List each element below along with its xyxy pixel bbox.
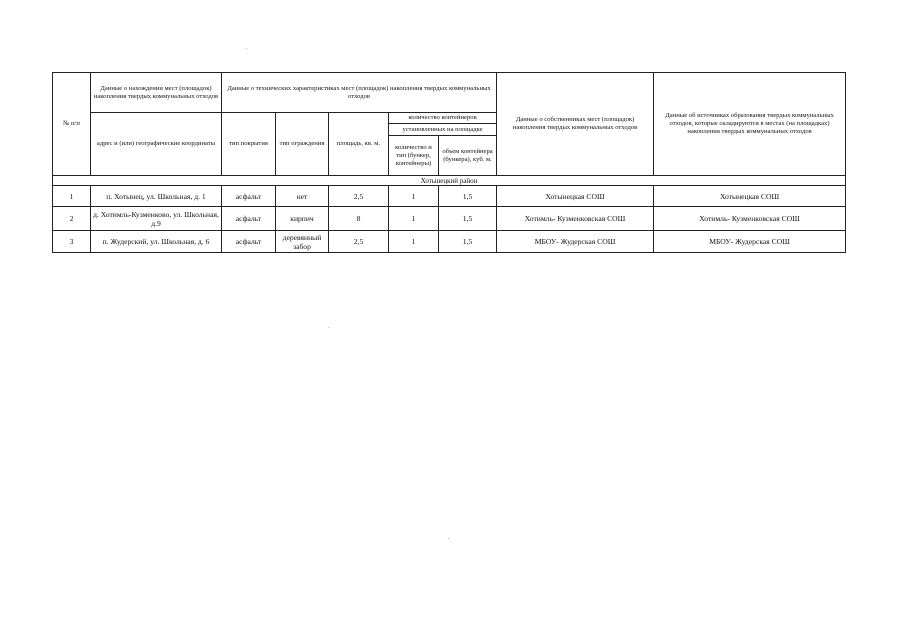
cell-fence: кирпич	[276, 207, 329, 231]
cell-qty: 1	[389, 207, 439, 231]
cell-fence: деревянный забор	[276, 231, 329, 253]
cell-surface: асфальт	[222, 207, 276, 231]
cell-area: 8	[329, 207, 389, 231]
col-header-containers-installed: установленных на площадке	[389, 124, 497, 136]
col-header-owners: Данные о собственниках мест (площадок) накопления твердых коммунальных отходов	[497, 73, 654, 176]
cell-fence: нет	[276, 186, 329, 207]
cell-qty: 1	[389, 186, 439, 207]
col-header-location-group: Данные о нахождении мест (площадок) накопления твердых коммунальных отходов	[91, 73, 222, 113]
cell-num: 3	[53, 231, 91, 253]
cell-volume: 1,5	[439, 207, 497, 231]
col-header-num: № п/п	[53, 73, 91, 176]
cell-volume: 1,5	[439, 186, 497, 207]
cell-volume: 1,5	[439, 231, 497, 253]
scan-speck	[328, 327, 329, 328]
table-row	[53, 231, 846, 253]
col-header-address: адрес и (или) географические координаты	[91, 113, 222, 176]
scan-speck	[246, 48, 247, 49]
col-header-fence: тип ограждения	[276, 113, 329, 176]
cell-area: 2,5	[329, 186, 389, 207]
cell-num: 2	[53, 207, 91, 231]
cell-owner: МБОУ- Жудерская СОШ	[497, 231, 654, 253]
cell-surface: асфальт	[222, 186, 276, 207]
cell-address: п. Хотынец, ул. Школьная, д. 1	[91, 186, 222, 207]
col-header-tech-group: Данные о технических характеристиках мест (площадок) накопления твердых коммунальных отходов	[222, 73, 497, 113]
col-header-surface: тип покрытия	[222, 113, 276, 176]
cell-area: 2,5	[329, 231, 389, 253]
cell-num: 1	[53, 186, 91, 207]
cell-source: Хотынецкая СОШ	[654, 186, 846, 207]
cell-surface: асфальт	[222, 231, 276, 253]
cell-address: д. Хотимль-Кузменково, ул. Школьная, д.9	[91, 207, 222, 231]
col-header-containers-count: количество контейнеров	[389, 113, 497, 124]
col-header-area: площадь, кв. м.	[329, 113, 389, 176]
cell-owner: Хотынецкая СОШ	[497, 186, 654, 207]
waste-sites-table	[52, 72, 846, 253]
col-header-volume: объем контейнера (бункера), куб. м.	[439, 136, 497, 176]
cell-owner: Хотимль- Кузменковская СОШ	[497, 207, 654, 231]
col-header-qty-type: количество и тип (бункер, контейнеры)	[389, 136, 439, 176]
table-row	[53, 186, 846, 207]
scan-speck	[448, 538, 449, 539]
cell-qty: 1	[389, 231, 439, 253]
cell-address: п. Жудерский, ул. Школьная, д. 6	[91, 231, 222, 253]
cell-source: Хотимль- Кузменковская СОШ	[654, 207, 846, 231]
region-row: Хотынецкий район	[53, 176, 846, 186]
table-row	[53, 207, 846, 231]
col-header-sources: Данные об источниках образования твердых коммунальных отходов, которые складируются в местах (на площадках) накопления твердых коммунальных отходов	[654, 73, 846, 176]
cell-source: МБОУ- Жудерская СОШ	[654, 231, 846, 253]
